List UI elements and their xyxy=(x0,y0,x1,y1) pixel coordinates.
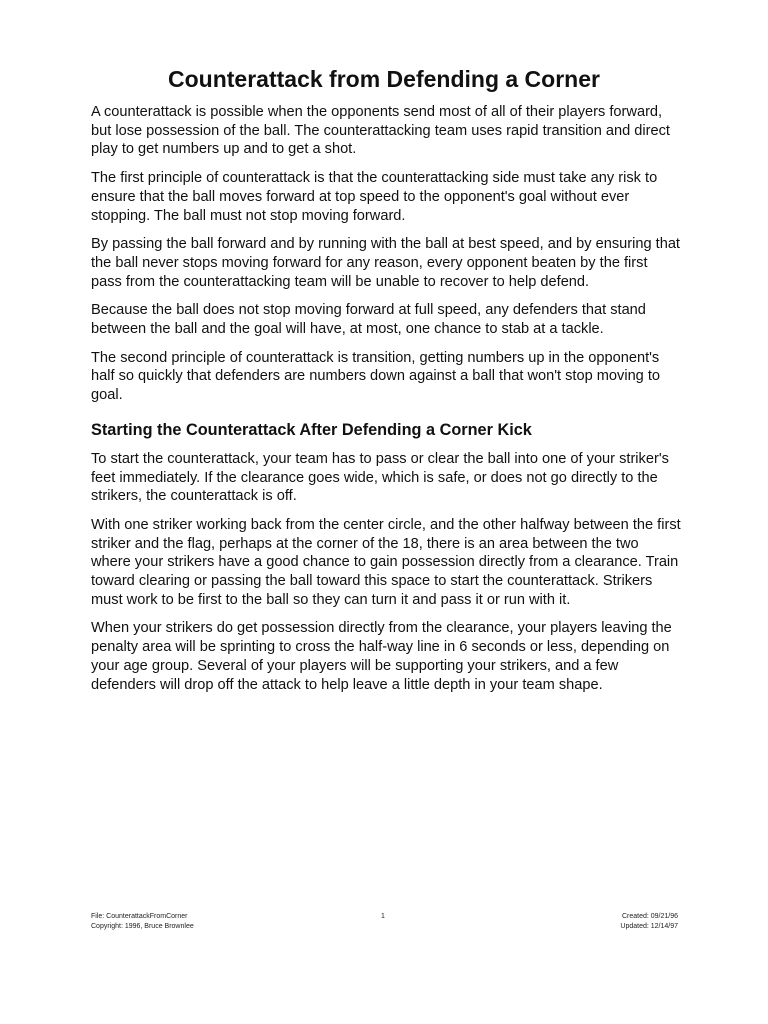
paragraph: With one striker working back from the center circle, and the other halfway between the first striker and the flag, perhaps at the corner of the 18, there is an area between the two where your strikers have a good chance to gain possession directly from a clearance. Train toward clearing or passing the ball toward this space to start the counterattack. Strikers must work to be first to the ball so they can turn it and pass it or run with it. xyxy=(91,516,681,608)
paragraph: By passing the ball forward and by running with the ball at best speed, and by ensuring that the ball never stops moving forward for any reason, every opponent beaten by the first pass from the counterattacking team will be unable to recover to help defend. xyxy=(91,236,680,290)
section-heading: Starting the Counterattack After Defending a Corner Kick xyxy=(91,420,532,439)
footer-updated-date: Updated: 12/14/97 xyxy=(620,922,678,930)
paragraph: A counterattack is possible when the opponents send most of all of their players forward, but lose possession of the ball. The counterattacking team uses rapid transition and direct play to get numbers up and to get a shot. xyxy=(91,104,670,158)
footer-page-number xyxy=(381,912,385,922)
paragraph: The second principle of counterattack is transition, getting numbers up in the opponent's half so quickly that defenders are numbers down against a ball that won't stop moving to goal. xyxy=(91,349,661,404)
paragraph: When your strikers do get possession directly from the clearance, your players leaving the penalty area will be sprinting to cross the half-way line in 6 seconds or less, depending on your age group. Several of your players will be supporting your strikers, and a few defenders will drop off the attack to help leave a little depth in your team shape. xyxy=(91,620,672,693)
footer-dates xyxy=(620,912,678,931)
paragraph: The first principle of counterattack is that the counterattacking side must take any risk to ensure that the ball moves forward at top speed to the opponent's goal without ever stopping. The ball must not stop moving forward. xyxy=(91,170,658,224)
document-body xyxy=(91,103,681,704)
page-title: Counterattack from Defending a Corner xyxy=(168,66,600,92)
paragraph: Because the ball does not stop moving forward at full speed, any defenders that stand between the ball and the goal will have, at most, one chance to stab at a tackle. xyxy=(91,302,646,338)
paragraph: To start the counterattack, your team has to pass or clear the ball into one of your striker's feet immediately. If the clearance goes wide, which is safe, or does not go directly to the strikers, the counterattack is off. xyxy=(91,450,669,505)
footer-copyright: Copyright: 1996, Bruce Brownlee xyxy=(91,922,194,930)
footer-created-date: Created: 09/21/96 xyxy=(621,913,678,920)
footer-file-name: File: CounterattackFromCorner xyxy=(91,913,188,920)
footer-file-info xyxy=(91,912,194,931)
page-number: 1 xyxy=(381,913,385,920)
